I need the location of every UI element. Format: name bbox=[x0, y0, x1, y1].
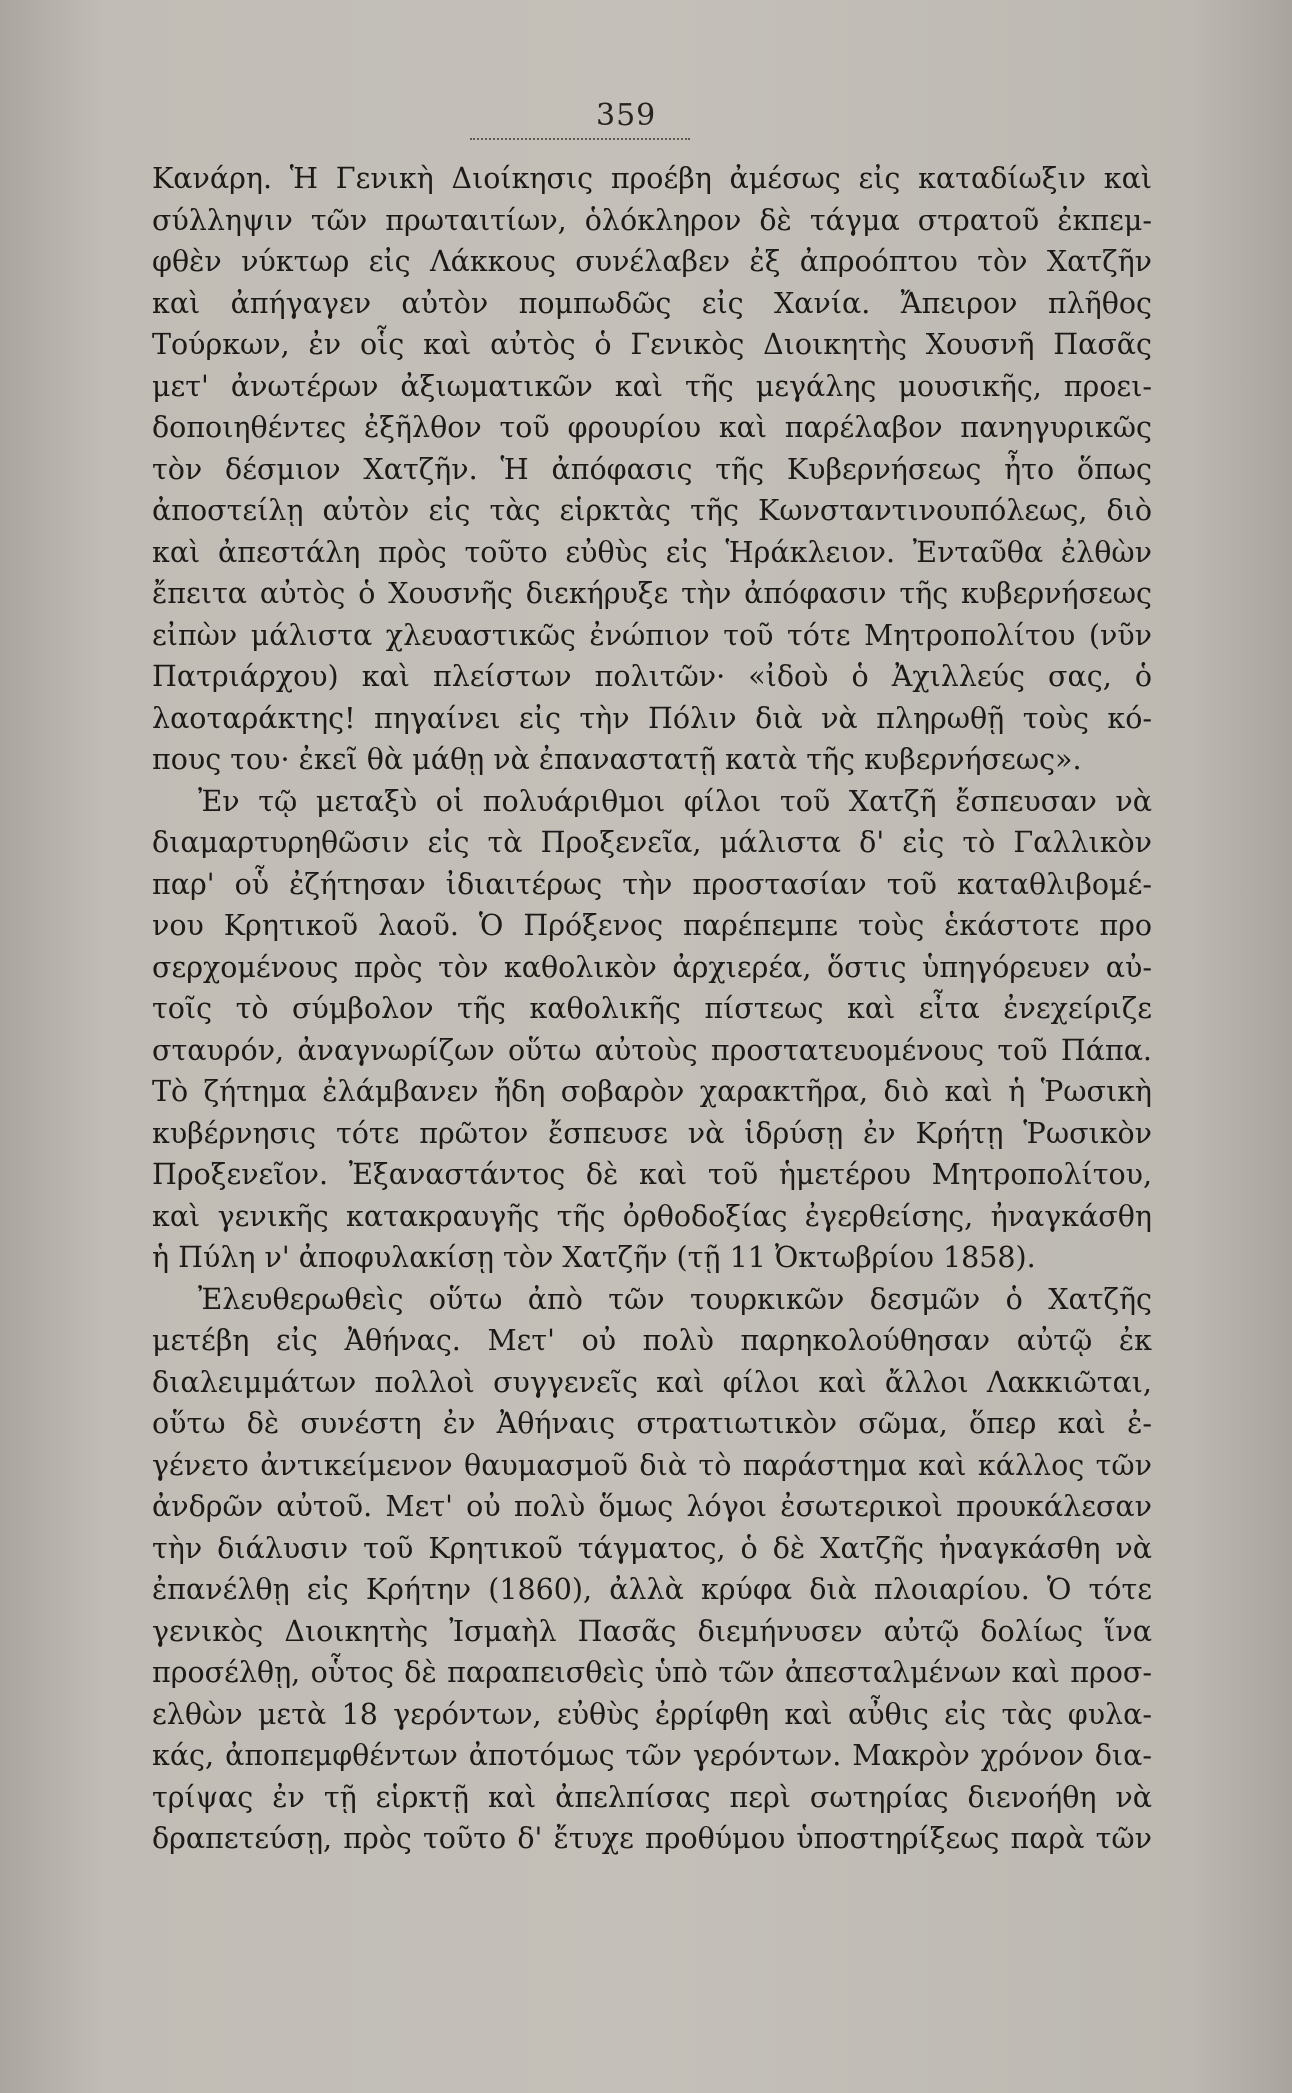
text-line: πους του· ἐκεῖ θὰ μάθῃ νὰ ἐπαναστατῇ κατὰ τῆς κυβερνήσεως». bbox=[152, 743, 1082, 776]
text-line: γένετο ἀντικείμενον θαυμασμοῦ διὰ τὸ παράστημα καὶ κάλλος τῶν bbox=[152, 1448, 1152, 1482]
text-line: τὴν διάλυσιν τοῦ Κρητικοῦ τάγματος, ὁ δὲ Χατζῆς ἠναγκάσθη νὰ bbox=[152, 1531, 1152, 1565]
text-line: ἔπειτα αὐτὸς ὁ Χουσνῆς διεκήρυξε τὴν ἀπόφασιν τῆς κυβερνήσεως bbox=[152, 577, 1152, 610]
text-line: Ἐν τῷ μεταξὺ οἱ πολυάριθμοι φίλοι τοῦ Χατζῆ ἔσπευσαν νὰ bbox=[198, 784, 1152, 818]
text-line: κάς, ἀποπεμφθέντων ἀποτόμως τῶν γερόντων. Μακρὸν χρόνον δια- bbox=[152, 1739, 1152, 1772]
text-line: Τὸ ζήτημα ἐλάμβανεν ἤδη σοβαρὸν χαρακτῆρα, διὸ καὶ ἡ Ῥωσικὴ bbox=[152, 1075, 1152, 1108]
text-line: ἀνδρῶν αὐτοῦ. Μετ' οὐ πολὺ ὅμως λόγοι ἐσωτερικοὶ προυκάλεσαν bbox=[152, 1490, 1152, 1523]
text-line: Προξενεῖον. Ἐξαναστάντος δὲ καὶ τοῦ ἡμετέρου Μητροπολίτου, bbox=[152, 1158, 1152, 1191]
text-line: Ἐλευθερωθεὶς οὕτω ἀπὸ τῶν τουρκικῶν δεσμῶν ὁ Χατζῆς bbox=[198, 1282, 1152, 1316]
page-number-rule bbox=[470, 138, 690, 140]
text-line: ἐπανέλθῃ εἰς Κρήτην (1860), ἀλλὰ κρύφα διὰ πλοιαρίου. Ὁ τότε bbox=[152, 1573, 1152, 1606]
text-line: ἀποστείλῃ αὐτὸν εἰς τὰς εἱρκτὰς τῆς Κωνσταντινουπόλεως, διὸ bbox=[152, 494, 1152, 527]
text-line: λαοταράκτης! πηγαίνει εἰς τὴν Πόλιν διὰ νὰ πληρωθῇ τοὺς κό- bbox=[152, 701, 1152, 735]
text-line: σύλληψιν τῶν πρωταιτίων, ὁλόκληρον δὲ τάγμα στρατοῦ ἐκπεμ- bbox=[152, 203, 1152, 237]
text-line: τρίψας ἐν τῇ εἱρκτῇ καὶ ἀπελπίσας περὶ σωτηρίας διενοήθη νὰ bbox=[152, 1780, 1152, 1814]
page-number: 359 bbox=[596, 98, 657, 133]
body-text bbox=[152, 158, 1152, 1860]
text-line: Κανάρη. Ἡ Γενικὴ Διοίκησις προέβη ἀμέσως εἰς καταδίωξιν καὶ bbox=[152, 162, 1152, 195]
text-line: μετέβη εἰς Ἀθήνας. Μετ' οὐ πολὺ παρηκολούθησαν αὐτῷ ἐκ bbox=[152, 1324, 1152, 1357]
text-line: σταυρόν, ἀναγνωρίζων οὕτω αὐτοὺς προστατευομένους τοῦ Πάπα. bbox=[152, 1033, 1152, 1067]
text-line: γενικὸς Διοικητὴς Ἰσμαὴλ Πασᾶς διεμήνυσεν αὐτῷ δολίως ἵνα bbox=[152, 1614, 1152, 1648]
text-line: διαμαρτυρηθῶσιν εἰς τὰ Προξενεῖα, μάλιστα δ' εἰς τὸ Γαλλικὸν bbox=[152, 826, 1152, 859]
text-line: παρ' οὗ ἐζήτησαν ἰδιαιτέρως τὴν προστασίαν τοῦ καταθλιβομέ- bbox=[152, 867, 1152, 901]
text-line: σερχομένους πρὸς τὸν καθολικὸν ἀρχιερέα, ὅστις ὑπηγόρευεν αὐ- bbox=[152, 950, 1152, 984]
text-line: μετ' ἀνωτέρων ἀξιωματικῶν καὶ τῆς μεγάλης μουσικῆς, προει- bbox=[152, 369, 1152, 403]
text-line: νου Κρητικοῦ λαοῦ. Ὁ Πρόξενος παρέπεμπε τοὺς ἑκάστοτε προ bbox=[152, 909, 1152, 942]
text-line: φθὲν νύκτωρ εἰς Λάκκους συνέλαβεν ἐξ ἀπροόπτου τὸν Χατζῆν bbox=[152, 245, 1152, 278]
text-line: εἰπὼν μάλιστα χλευαστικῶς ἐνώπιον τοῦ τότε Μητροπολίτου (νῦν bbox=[152, 618, 1152, 652]
text-line: Πατριάρχου) καὶ πλείστων πολιτῶν· «ἰδοὺ ὁ Ἀχιλλεύς σας, ὁ bbox=[152, 660, 1152, 693]
text-line: κυβέρνησις τότε πρῶτον ἔσπευσε νὰ ἱδρύσῃ ἐν Κρήτῃ Ῥωσικὸν bbox=[152, 1116, 1152, 1150]
text-line: καὶ ἀπήγαγεν αὐτὸν πομπωδῶς εἰς Χανία. Ἄπειρον πλῆθος bbox=[152, 286, 1152, 320]
text-line: δραπετεύσῃ, πρὸς τοῦτο δ' ἔτυχε προθύμου ὑποστηρίξεως παρὰ τῶν bbox=[152, 1822, 1152, 1855]
text-line: Τούρκων, ἐν οἷς καὶ αὐτὸς ὁ Γενικὸς Διοικητὴς Χουσνῆ Πασᾶς bbox=[152, 328, 1152, 361]
text-line: προσέλθῃ, οὗτος δὲ παραπεισθεὶς ὑπὸ τῶν ἀπεσταλμένων καὶ προσ- bbox=[152, 1656, 1152, 1689]
text-line: ελθὼν μετὰ 18 γερόντων, εὐθὺς ἐρρίφθη καὶ αὖθις εἰς τὰς φυλα- bbox=[152, 1697, 1152, 1731]
text-line: δοποιηθέντες ἐξῆλθον τοῦ φρουρίου καὶ παρέλαβον πανηγυρικῶς bbox=[152, 411, 1152, 444]
text-line: οὕτω δὲ συνέστη ἐν Ἀθήναις στρατιωτικὸν σῶμα, ὅπερ καὶ ἐ- bbox=[152, 1407, 1152, 1440]
text-line: καὶ γενικῆς κατακραυγῆς τῆς ὀρθοδοξίας ἐγερθείσης, ἠναγκάσθη bbox=[152, 1199, 1152, 1233]
text-line: τὸν δέσμιον Χατζῆν. Ἡ ἀπόφασις τῆς Κυβερνήσεως ἦτο ὅπως bbox=[152, 452, 1152, 486]
text-line: ἡ Πύλη ν' ἀποφυλακίσῃ τὸν Χατζῆν (τῇ 11 Ὀκτωβρίου 1858). bbox=[152, 1241, 1036, 1274]
text-line: διαλειμμάτων πολλοὶ συγγενεῖς καὶ φίλοι καὶ ἄλλοι Λακκιῶται, bbox=[152, 1365, 1152, 1399]
text-line: καὶ ἀπεστάλη πρὸς τοῦτο εὐθὺς εἰς Ἡράκλειον. Ἐνταῦθα ἐλθὼν bbox=[152, 535, 1152, 569]
text-line: τοῖς τὸ σύμβολον τῆς καθολικῆς πίστεως καὶ εἶτα ἐνεχείριζε bbox=[152, 992, 1152, 1025]
